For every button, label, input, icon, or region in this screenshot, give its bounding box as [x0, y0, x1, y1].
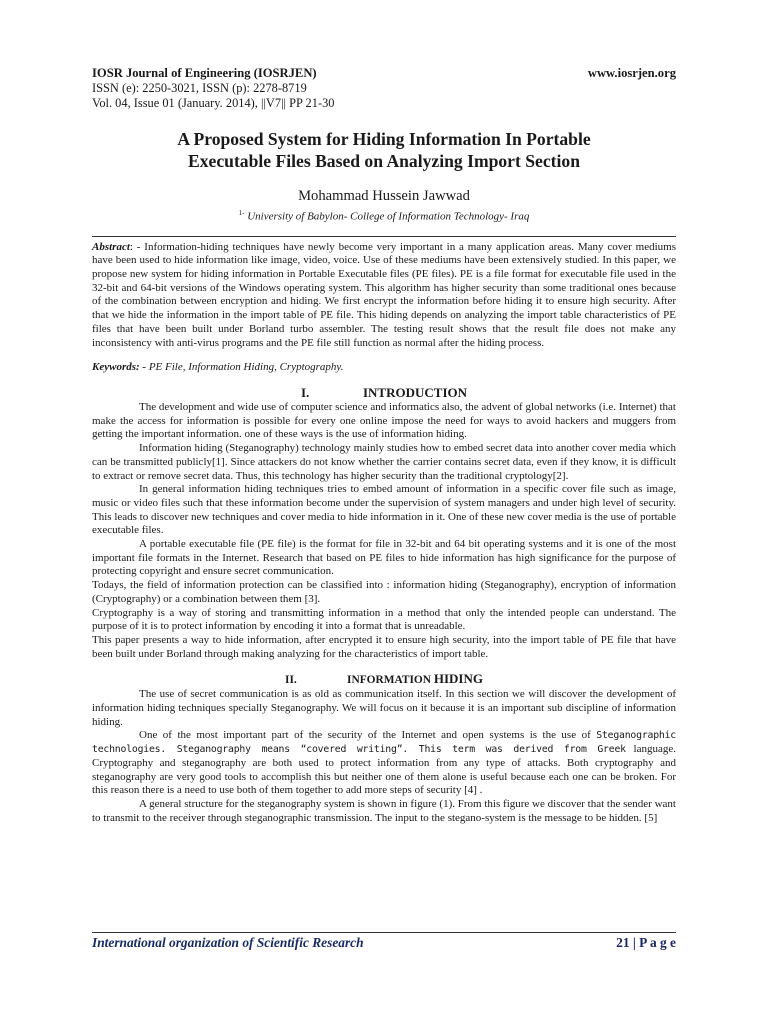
- footer-rule: [92, 932, 676, 933]
- issn-line: ISSN (e): 2250-3021, ISSN (p): 2278-8719: [92, 81, 307, 95]
- title-line-2: Executable Files Based on Analyzing Import Section: [188, 151, 580, 171]
- section-title: INTRODUCTION: [362, 384, 467, 400]
- intro-paragraph-2: Information hiding (Steganography) technology mainly studies how to embed secret data into another cover media which can be transmitted publicly[1]. Since attackers do not know whether the carrier contains secret data, even if they know, it is difficult to extract or remove secret data. Thus, this technology has higher security than the traditional cryptology[2].: [92, 442, 676, 482]
- page-number: 21 | P a g e: [616, 935, 676, 950]
- section-heading-introduction: [92, 385, 676, 401]
- section-number: II.: [285, 674, 297, 687]
- intro-paragraph-5: Todays, the field of information protection can be classified into : information hiding (Steganography), encryption of information (Cryptography) or a combination between them [3].: [92, 579, 676, 605]
- author-affiliation: [92, 207, 676, 224]
- hiding-p2-mono: Steganographic technologies. Steganography means “covered writing”. This term was derived from Greek: [92, 730, 677, 756]
- hiding-p2-text-b: language. Cryptography and steganography are both used to protect information from any type of attacks. Both cryptography and steganography are very good tools to accomplish this but neither one of them alone is useful because each one can be broken. For this reason there is a need to use both of them together to add more steps of security [4] .: [92, 743, 676, 797]
- section-heading-information-hiding: [92, 671, 676, 688]
- hiding-paragraph-1: The use of secret communication is as old as communication itself. In this section we will discover the development of information hiding techniques specially Steganography. We will focus on it because it is an important sub discipline of information hiding.: [92, 688, 676, 728]
- paper-title: [92, 128, 676, 172]
- author-name: Mohammad Hussein Jawwad: [298, 188, 470, 204]
- intro-paragraph-6: Cryptography is a way of storing and transmitting information in a method that only the intended people can understand. The purpose of it is to protect information by encoding it into a format that is unreadable.: [92, 606, 676, 633]
- abstract-top-rule: [92, 236, 676, 237]
- keywords: [92, 361, 676, 375]
- section-title-b: HIDING: [433, 671, 483, 687]
- intro-paragraph-7: This paper presents a way to hide information, after encrypted it to ensure high security, into the import table of PE file that have been built under Borland through making analyzing for the characteristics of import table.: [92, 633, 676, 660]
- footer-row: [92, 935, 676, 951]
- hiding-p2-text-a: One of the most important part of the security of the Internet and open systems is the use of: [139, 729, 591, 742]
- section-number: I.: [300, 384, 310, 400]
- hiding-paragraph-2: [92, 729, 676, 798]
- section-title-a: INFORMATION: [347, 674, 434, 687]
- abstract-text: Information-hiding techniques have newly become very important in a many application areas. Many cover mediums have been used to hide information like image, video, voice. Use of these mediums have been extensively studied. In this paper, we propose new system for hiding information in Portable Executable files (PE files). PE is a file format for executable file used in the 32-bit and 64-bit versions of the Windows operating system. This algorithm has higher security than some traditional ones because of the combination between encryption and hiding. We first encrypt the information before hiding it to ensure high security. After that we hide the information in the import table of PE file. This hiding depends on analyzing the import table characteristics of PE files that have been built under Borland turbo assembler. The testing result shows that the result file does not make any inconsistency with anti-virus programs and the PE file still function as normal after the hiding process.: [92, 240, 676, 349]
- paper-page: [92, 66, 676, 825]
- intro-paragraph-1: The development and wide use of computer science and informatics also, the advent of global networks (i.e. Internet) that make the access for information is possible for every one online impose the need for ways to avoid hackers and muggers from getting the important information. one of these ways is the use of information hiding.: [92, 400, 676, 441]
- abstract-label: Abstract: [92, 240, 130, 253]
- abstract: [92, 241, 676, 351]
- abstract-sep: : -: [129, 240, 145, 253]
- keywords-label: Keywords: -: [92, 361, 149, 374]
- intro-paragraph-3: In general information hiding techniques tries to embed amount of information in a specific cover file such as image, music or video files such that these information become under the supervision of system managers and under high level of security. This leads to discover new techniques and cover media to hide information in it. One of these new cover media is the use of portable executable files.: [92, 483, 676, 537]
- affiliation-text: University of Babylon- College of Information Technology- Iraq: [244, 210, 530, 223]
- journal-url[interactable]: www.iosrjen.org: [587, 66, 676, 80]
- intro-paragraph-4: A portable executable file (PE file) is the format for file in 32-bit and 64 bit operating systems and it is one of the most important file formats in the Internet. Research that based on PE files to hide information has high significance for the purpose of protecting copyright and ensure secret communication.: [92, 538, 676, 578]
- footer-org: International organization of Scientific Research: [92, 935, 364, 950]
- volume-line: Vol. 04, Issue 01 (January. 2014), ||V7|| PP 21-30: [92, 96, 335, 110]
- journal-name: IOSR Journal of Engineering (IOSRJEN): [92, 66, 317, 80]
- page-footer: [92, 932, 676, 951]
- keywords-text: PE File, Information Hiding, Cryptography.: [148, 361, 344, 374]
- title-line-1: A Proposed System for Hiding Information In Portable: [177, 129, 591, 149]
- journal-header: [92, 66, 676, 81]
- affiliation-mark: 1-: [238, 209, 245, 217]
- hiding-paragraph-3: A general structure for the steganography system is shown in figure (1). From this figure we discover that the sender want to transmit to the receiver through steganographic transmission. The input to the stegano-system is the message to be hidden. [5]: [92, 797, 676, 824]
